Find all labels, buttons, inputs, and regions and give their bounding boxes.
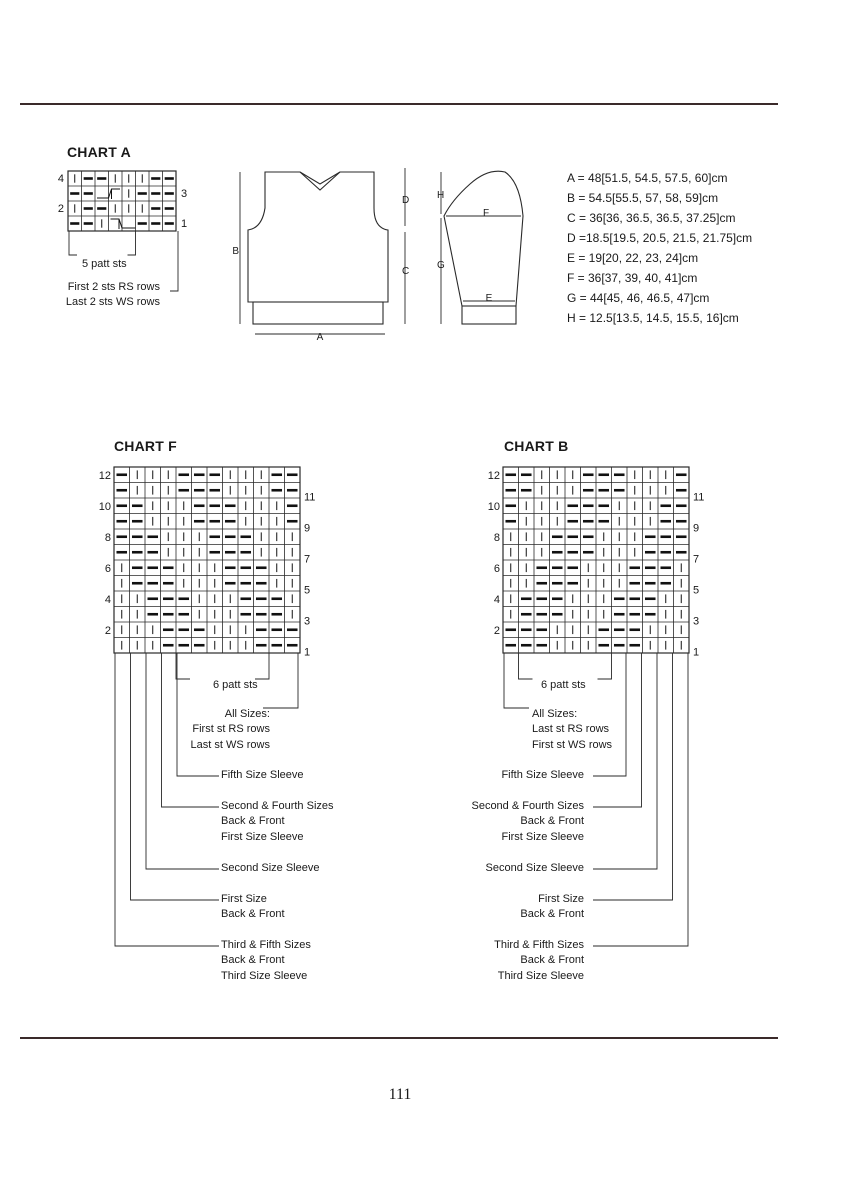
chart-b-row-label: 12: [487, 470, 500, 482]
chart-f-row-label: 10: [98, 501, 111, 513]
chart-b-row-label: 1: [693, 646, 700, 659]
chart-f-legend-fifth-sleeve: Fifth Size Sleeve: [221, 769, 304, 781]
chart-b-all-sizes-2: Last st RS rows: [532, 723, 610, 735]
measurement-f: F = 36[37, 39, 40, 41]cm: [567, 271, 698, 285]
chart-f-patt-label: 6 patt sts: [213, 679, 258, 691]
chart-f-row-label: 1: [304, 646, 311, 659]
chart-f-row-label: 6: [104, 563, 111, 575]
chart-b-row-label: 11: [693, 491, 705, 504]
chart-f-row-label: 3: [304, 615, 311, 628]
chart-a-note-2: Last 2 sts WS rows: [65, 296, 160, 308]
chart-b-row-label: 3: [693, 615, 700, 628]
chart-f-legend-first-size: First Size: [221, 893, 267, 905]
chart-f-all-sizes-1: All Sizes:: [224, 708, 270, 720]
dim-d-label: D: [402, 195, 410, 206]
chart-b-legend-first-size-2: Back & Front: [520, 908, 584, 920]
measurement-a: A = 48[51.5, 54.5, 57.5, 60]cm: [567, 171, 728, 185]
chart-b-row-label: 10: [487, 501, 500, 513]
chart-f-row-label: 9: [304, 522, 311, 535]
chart-b-row-label: 8: [493, 532, 500, 544]
chart-b-legend-fifth-sleeve: Fifth Size Sleeve: [501, 769, 584, 781]
dim-h-label: H: [437, 190, 445, 201]
chart-f-legend-first-size-2: Back & Front: [221, 908, 285, 920]
chart-a-patt-label: 5 patt sts: [82, 258, 127, 270]
chart-f-row-label: 2: [104, 625, 111, 637]
measurement-g: G = 44[45, 46, 46.5, 47]cm: [567, 291, 710, 305]
measurement-c: C = 36[36, 36.5, 36.5, 37.25]cm: [567, 211, 736, 225]
chart-a-row-label: 2: [57, 203, 64, 215]
chart-b-all-sizes-leader: [504, 653, 529, 708]
chart-a-row-label: 3: [181, 188, 188, 200]
chart-f-title: CHART F: [114, 438, 177, 454]
chart-b-legend-leader: [593, 653, 626, 776]
chart-b-all-sizes-1: All Sizes:: [532, 708, 578, 720]
chart-b-patt-label: 6 patt sts: [541, 679, 586, 691]
chart-f-row-label: 12: [98, 470, 111, 482]
chart-b-legend-third-fifth: Third & Fifth Sizes: [494, 939, 584, 951]
chart-b-row-label: 6: [493, 563, 500, 575]
chart-b-patt-bracket: [519, 653, 533, 679]
chart-b-legend-leader: [593, 653, 688, 946]
chart-f-legend-second-fourth-2: Back & Front: [221, 815, 285, 827]
measurement-h: H = 12.5[13.5, 14.5, 15.5, 16]cm: [567, 311, 739, 325]
dim-c-label: C: [402, 266, 410, 277]
chart-b-patt-bracket: [598, 653, 612, 679]
chart-f-row-label: 11: [304, 491, 316, 504]
dim-g-label: G: [437, 260, 445, 271]
chart-f-legend-second-fourth-3: First Size Sleeve: [221, 831, 304, 843]
chart-f-legend-second-sleeve: Second Size Sleeve: [221, 862, 320, 874]
chart-f-row-label: 8: [104, 532, 111, 544]
dim-a-label: A: [316, 332, 324, 343]
chart-b-legend-second-fourth: Second & Fourth Sizes: [471, 800, 584, 812]
chart-b-legend-first-size: First Size: [538, 893, 584, 905]
chart-b-legend-second-sleeve: Second Size Sleeve: [485, 862, 584, 874]
chart-f-legend-third-fifth-2: Back & Front: [221, 954, 285, 966]
measurement-b: B = 54.5[55.5, 57, 58, 59]cm: [567, 191, 719, 205]
page-number: 111: [388, 1086, 412, 1103]
chart-b-legend-leader: [593, 653, 657, 869]
chart-b-row-label: 5: [693, 584, 700, 597]
chart-f-legend-second-fourth: Second & Fourth Sizes: [221, 800, 334, 812]
chart-b-legend-second-fourth-2: Back & Front: [520, 815, 584, 827]
chart-b-all-sizes-3: First st WS rows: [532, 739, 613, 751]
chart-a-row-label: 1: [181, 218, 188, 230]
chart-f-legend-third-fifth: Third & Fifth Sizes: [221, 939, 311, 951]
chart-b-legend-leader: [593, 653, 673, 900]
measurement-e: E = 19[20, 22, 23, 24]cm: [567, 251, 699, 265]
chart-f-row-label: 4: [104, 594, 111, 606]
chart-a-title: CHART A: [67, 144, 131, 160]
chart-b-row-label: 2: [493, 625, 500, 637]
chart-f-legend-third-fifth-3: Third Size Sleeve: [221, 970, 308, 982]
chart-b-legend-third-fifth-3: Third Size Sleeve: [497, 970, 584, 982]
chart-a-row-label: 4: [57, 173, 64, 185]
dim-f-label: F: [482, 208, 490, 219]
chart-b-legend-third-fifth-2: Back & Front: [520, 954, 584, 966]
chart-f-all-sizes-2: First st RS rows: [192, 723, 270, 735]
dim-b-label: B: [232, 246, 239, 257]
chart-f-row-label: 5: [304, 584, 311, 597]
chart-b-row-label: 4: [493, 594, 500, 606]
chart-a-note-1: First 2 sts RS rows: [67, 281, 160, 293]
chart-b-row-label: 9: [693, 522, 700, 535]
chart-b-legend-second-fourth-3: First Size Sleeve: [501, 831, 584, 843]
measurement-d: D =18.5[19.5, 20.5, 21.5, 21.75]cm: [567, 231, 753, 245]
chart-b-title: CHART B: [504, 438, 569, 454]
chart-f-all-sizes-3: Last st WS rows: [190, 739, 270, 751]
chart-b-row-label: 7: [693, 553, 700, 566]
dim-e-label: E: [485, 293, 493, 304]
chart-f-row-label: 7: [304, 553, 311, 566]
